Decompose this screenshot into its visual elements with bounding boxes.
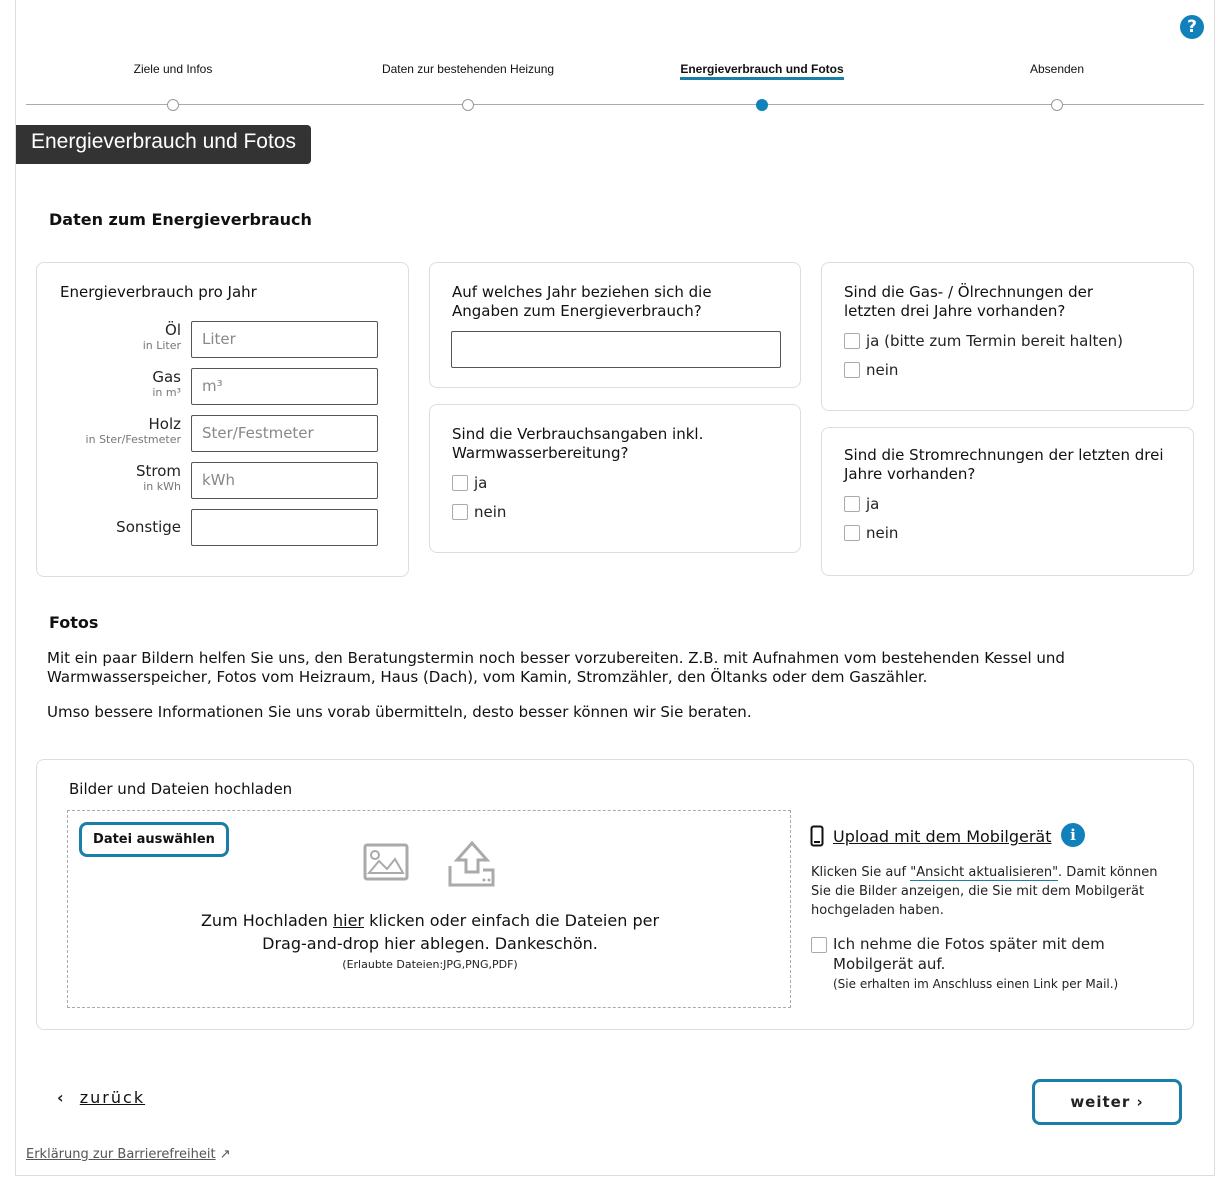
- row-label: [143, 321, 181, 353]
- fuel-unit: in kWh: [143, 480, 181, 493]
- progress-line: [26, 104, 1204, 105]
- checkbox[interactable]: [844, 333, 860, 349]
- step-label: Energieverbrauch und Fotos: [680, 62, 843, 80]
- next-label: weiter: [1070, 1093, 1131, 1111]
- step-dot: [167, 99, 179, 111]
- chevron-left-icon: ‹: [57, 1088, 66, 1107]
- fuel-unit: in Liter: [142, 339, 181, 352]
- step-dot: [462, 99, 474, 111]
- photos-later-note: (Sie erhalten im Anschluss einen Link per Mail.): [833, 977, 1119, 991]
- info-icon[interactable]: i: [1061, 823, 1085, 847]
- consumption-input[interactable]: kWh: [191, 462, 378, 499]
- choose-file-button[interactable]: Datei auswählen: [79, 822, 229, 857]
- image-icon: [363, 843, 409, 881]
- section-title-energy: Daten zum Energieverbrauch: [49, 210, 312, 229]
- drop-text: [190, 909, 670, 955]
- external-link-icon: ↗: [219, 1147, 231, 1162]
- consumption-input[interactable]: Ster/Festmeter: [191, 415, 378, 452]
- drop-text-pre: Zum Hochladen: [200, 911, 333, 930]
- chevron-right-icon: ›: [1136, 1093, 1144, 1111]
- step-label: Daten zur bestehenden Heizung: [381, 62, 555, 76]
- warmwater-card: [429, 404, 801, 553]
- consumption-input[interactable]: Liter: [191, 321, 378, 358]
- text: . Damit können Sie die Bilder anzeigen, die Sie mit dem Mobilgerät hochgeladen haben.: [811, 865, 1158, 918]
- mobile-instructions: [811, 863, 1161, 920]
- powerbills-ja[interactable]: [844, 495, 1171, 513]
- fuel-unit: in m³: [152, 386, 181, 399]
- step-label: Ziele und Infos: [133, 62, 213, 76]
- card-title: Sind die Stromrechnungen der letzten drei Jahre vorhanden?: [844, 446, 1164, 483]
- consumption-row: [37, 509, 377, 546]
- warmwater-ja[interactable]: [452, 474, 778, 492]
- powerbills-card: [821, 427, 1194, 576]
- checkbox[interactable]: [844, 496, 860, 512]
- section-title-photos: Fotos: [49, 613, 99, 632]
- upload-icon: [447, 840, 497, 888]
- checkbox[interactable]: [452, 475, 468, 491]
- back-button[interactable]: [57, 1088, 145, 1107]
- allowed-files: (Erlaubte Dateien:JPG,PNG,PDF): [342, 958, 518, 971]
- step-dot: [1051, 99, 1063, 111]
- upload-here-link[interactable]: hier: [332, 911, 364, 930]
- text: Klicken Sie auf: [811, 865, 911, 880]
- consumption-row: [37, 462, 377, 499]
- gasbills-card: [821, 262, 1194, 411]
- step-absenden[interactable]: [937, 62, 1177, 76]
- consumption-row: [37, 321, 377, 358]
- gasbills-ja[interactable]: [844, 332, 1171, 350]
- powerbills-nein[interactable]: [844, 524, 1171, 542]
- fuel-name: Öl: [165, 321, 181, 339]
- next-button[interactable]: [1032, 1079, 1182, 1125]
- mobile-phone-icon: [810, 825, 824, 847]
- accessibility-link[interactable]: [26, 1147, 231, 1162]
- refresh-view-link[interactable]: "Ansicht aktualisieren": [910, 865, 1059, 880]
- consumption-input[interactable]: [191, 509, 378, 546]
- card-title: Sind die Gas- / Ölrechnungen der letzten drei Jahre vorhanden?: [844, 283, 1094, 320]
- page-title: Energieverbrauch und Fotos: [16, 125, 311, 164]
- card-title: Auf welches Jahr beziehen sich die Angaben zum Energieverbrauch?: [452, 283, 712, 320]
- photos-later-checkbox[interactable]: [811, 937, 827, 953]
- step-ziele[interactable]: [53, 62, 293, 76]
- photos-text: Mit ein paar Bildern helfen Sie uns, den Beratungstermin noch besser vorzubereiten. Z.B. mit Aufnahmen vom bestehenden Kessel und Warmwasserspeicher, Fotos vom Heizraum, Haus (Dach), vom Kamin, Stromzähler, den Öltanks oder dem Gaszähler.: [47, 649, 1065, 686]
- option-label: ja: [474, 474, 488, 492]
- back-label: zurück: [79, 1088, 146, 1107]
- row-label: [116, 518, 181, 536]
- step-label: Absenden: [1029, 62, 1085, 76]
- option-label: nein: [866, 361, 899, 379]
- row-label: [152, 368, 181, 400]
- drop-text-post: klicken oder einfach die Dateien per Drag-and-drop hier ablegen. Dankeschön.: [262, 911, 660, 953]
- card-title: Sind die Verbrauchsangaben inkl. Warmwasserbereitung?: [452, 425, 704, 462]
- fuel-name: Gas: [152, 368, 181, 386]
- help-icon[interactable]: ?: [1180, 15, 1204, 39]
- step-energieverbrauch[interactable]: [642, 62, 882, 76]
- fuel-unit: in Ster/Festmeter: [85, 433, 181, 446]
- warmwater-nein[interactable]: [452, 503, 778, 521]
- option-label: ja (bitte zum Termin bereit halten): [866, 332, 1123, 350]
- consumption-card: [36, 262, 409, 577]
- year-input[interactable]: [451, 331, 781, 368]
- consumption-input[interactable]: m³: [191, 368, 378, 405]
- consumption-row: [37, 368, 377, 405]
- card-title: Energieverbrauch pro Jahr: [60, 283, 257, 301]
- row-label: [86, 415, 181, 447]
- checkbox[interactable]: [844, 525, 860, 541]
- row-label: [136, 462, 181, 494]
- gasbills-nein[interactable]: [844, 361, 1171, 379]
- option-label: ja: [866, 495, 880, 513]
- year-card: [429, 262, 801, 388]
- checkbox[interactable]: [452, 504, 468, 520]
- accessibility-label: Erklärung zur Barrierefreiheit: [26, 1147, 216, 1162]
- step-heizung[interactable]: [348, 62, 588, 76]
- consumption-row: [37, 415, 377, 452]
- checkbox[interactable]: [844, 362, 860, 378]
- photos-later-label: Ich nehme die Fotos später mit dem Mobilgerät auf.: [833, 935, 1105, 973]
- photos-text-2: Umso bessere Informationen Sie uns vorab übermitteln, desto besser können wir Sie beraten.: [47, 703, 752, 721]
- option-label: nein: [866, 524, 899, 542]
- fuel-name: Holz: [148, 415, 181, 433]
- fuel-name: Sonstige: [116, 518, 181, 536]
- upload-mobile-link[interactable]: Upload mit dem Mobilgerät: [833, 827, 1052, 846]
- option-label: nein: [474, 503, 507, 521]
- upload-title: Bilder und Dateien hochladen: [69, 780, 293, 798]
- fuel-name: Strom: [135, 462, 181, 480]
- step-dot-active: [756, 99, 768, 111]
